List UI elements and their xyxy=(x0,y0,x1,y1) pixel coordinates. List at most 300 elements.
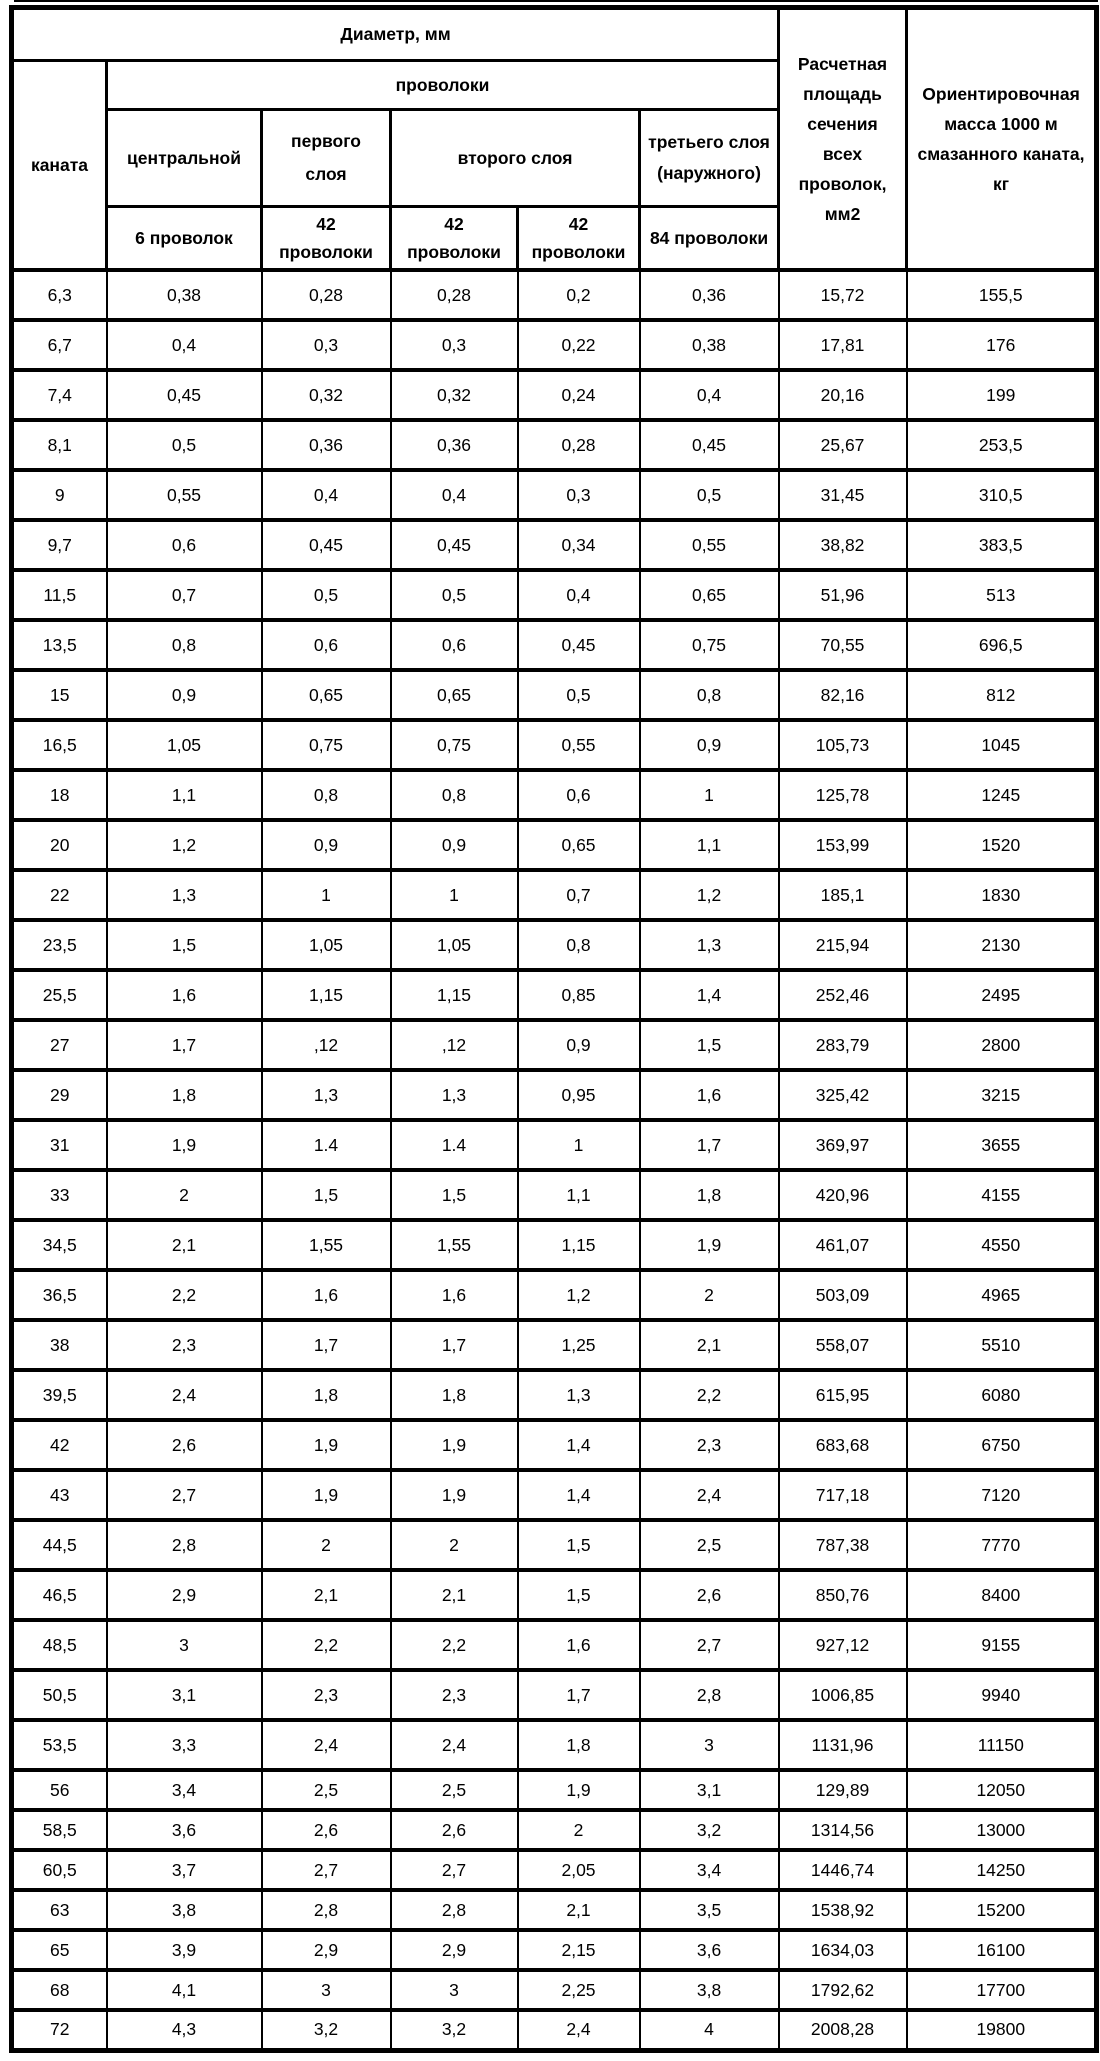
table-cell: 513 xyxy=(907,570,1097,620)
table-row xyxy=(12,1670,1097,1720)
table-cell: 1,5 xyxy=(262,1170,391,1220)
table-cell: 2 xyxy=(640,1270,779,1320)
header-col-mass: Ориентировочная масса 1000 м смазанного каната, кг xyxy=(907,8,1097,271)
table-cell: 0,6 xyxy=(107,520,262,570)
table-cell: 3,5 xyxy=(640,1890,779,1930)
table-cell: 4,1 xyxy=(107,1970,262,2010)
table-cell: 4550 xyxy=(907,1220,1097,1270)
header-col-area: Расчетная площадь сечения всех проволок, мм2 xyxy=(779,8,907,271)
table-cell: 2,5 xyxy=(262,1770,391,1810)
table-cell: 1446,74 xyxy=(779,1850,907,1890)
table-cell: 3,8 xyxy=(107,1890,262,1930)
table-cell: 6,7 xyxy=(12,320,107,370)
table-cell: 0,9 xyxy=(107,670,262,720)
table-row xyxy=(12,1890,1097,1930)
table-cell: 2,7 xyxy=(262,1850,391,1890)
table-row xyxy=(12,1770,1097,1810)
table-cell: 2,4 xyxy=(107,1370,262,1420)
table-cell: 0,65 xyxy=(640,570,779,620)
header-sub-second-b xyxy=(518,207,640,271)
table-cell: 125,78 xyxy=(779,770,907,820)
table-cell: 0,45 xyxy=(640,420,779,470)
table-cell: 0,7 xyxy=(518,870,640,920)
table-cell: 2,9 xyxy=(391,1930,518,1970)
table-cell: 1,3 xyxy=(107,870,262,920)
table-cell: 1245 xyxy=(907,770,1097,820)
table-cell: 3,4 xyxy=(640,1850,779,1890)
header-col-third-layer-label: третьего слоя (наружного) xyxy=(648,132,770,183)
table-cell: 38,82 xyxy=(779,520,907,570)
header-sub-first-label: 42 проволоки xyxy=(279,214,373,262)
table-cell: 1 xyxy=(518,1120,640,1170)
table-cell: 46,5 xyxy=(12,1570,107,1620)
table-cell: 696,5 xyxy=(907,620,1097,670)
table-cell: 1,5 xyxy=(518,1570,640,1620)
table-cell: 2,05 xyxy=(518,1850,640,1890)
table-cell: 14250 xyxy=(907,1850,1097,1890)
table-cell: 56 xyxy=(12,1770,107,1810)
table-cell: 461,07 xyxy=(779,1220,907,1270)
table-cell: 17,81 xyxy=(779,320,907,370)
table-cell: 1,6 xyxy=(262,1270,391,1320)
table-cell: 1,9 xyxy=(640,1220,779,1270)
table-row xyxy=(12,1320,1097,1370)
table-cell: 15,72 xyxy=(779,270,907,320)
table-row xyxy=(12,870,1097,920)
table-cell: 3 xyxy=(262,1970,391,2010)
table-cell: 0,55 xyxy=(518,720,640,770)
table-cell: 1,8 xyxy=(262,1370,391,1420)
table-cell: 1131,96 xyxy=(779,1720,907,1770)
header-sub-central: 6 проволок xyxy=(107,207,262,271)
table-cell: 15 xyxy=(12,670,107,720)
table-cell: 1,5 xyxy=(640,1020,779,1070)
table-cell: 63 xyxy=(12,1890,107,1930)
table-cell: 420,96 xyxy=(779,1170,907,1220)
table-cell: 2,6 xyxy=(107,1420,262,1470)
table-cell: 1.4 xyxy=(391,1120,518,1170)
table-cell: 0,38 xyxy=(107,270,262,320)
table-cell: 615,95 xyxy=(779,1370,907,1420)
table-row xyxy=(12,1520,1097,1570)
table-cell: 503,09 xyxy=(779,1270,907,1320)
table-cell: 310,5 xyxy=(907,470,1097,520)
table-row xyxy=(12,920,1097,970)
table-cell: 1,7 xyxy=(640,1120,779,1170)
table-cell: 20,16 xyxy=(779,370,907,420)
table-cell: 0,75 xyxy=(391,720,518,770)
table-cell: 0,8 xyxy=(391,770,518,820)
table-cell: 3 xyxy=(107,1620,262,1670)
table-row xyxy=(12,370,1097,420)
table-cell: 0,5 xyxy=(262,570,391,620)
table-cell: 0,9 xyxy=(640,720,779,770)
table-cell: 0,34 xyxy=(518,520,640,570)
table-cell: 2 xyxy=(262,1520,391,1570)
header-sub-second-a-label: 42 проволоки xyxy=(407,214,501,262)
table-cell: 1,05 xyxy=(262,920,391,970)
table-cell: 2,4 xyxy=(391,1720,518,1770)
table-cell: 3,7 xyxy=(107,1850,262,1890)
table-cell: 1,7 xyxy=(262,1320,391,1370)
table-cell: 4965 xyxy=(907,1270,1097,1320)
table-cell: 185,1 xyxy=(779,870,907,920)
table-cell: 1.4 xyxy=(262,1120,391,1170)
table-cell: 2,5 xyxy=(640,1520,779,1570)
header-sub-third: 84 проволоки xyxy=(640,207,779,271)
table-cell: 1 xyxy=(640,770,779,820)
table-cell: 0,85 xyxy=(518,970,640,1020)
table-cell: 2,2 xyxy=(391,1620,518,1670)
table-row xyxy=(12,270,1097,320)
table-cell: 9155 xyxy=(907,1620,1097,1670)
table-cell: 8400 xyxy=(907,1570,1097,1620)
table-cell: 16100 xyxy=(907,1930,1097,1970)
table-cell: 105,73 xyxy=(779,720,907,770)
header-wires-group: проволоки xyxy=(107,61,779,110)
table-cell: 176 xyxy=(907,320,1097,370)
table-cell: 48,5 xyxy=(12,1620,107,1670)
header-diameter-group: Диаметр, мм xyxy=(12,8,779,61)
table-cell: 0,8 xyxy=(640,670,779,720)
table-cell: 2,6 xyxy=(391,1810,518,1850)
table-cell: 15200 xyxy=(907,1890,1097,1930)
table-cell: 0,32 xyxy=(391,370,518,420)
table-cell: 1,15 xyxy=(262,970,391,1020)
table-cell: 2,6 xyxy=(262,1810,391,1850)
table-cell: 2800 xyxy=(907,1020,1097,1070)
table-cell: 558,07 xyxy=(779,1320,907,1370)
table-cell: 6080 xyxy=(907,1370,1097,1420)
table-cell: 3,9 xyxy=(107,1930,262,1970)
table-cell: 1,4 xyxy=(640,970,779,1020)
table-cell: 31,45 xyxy=(779,470,907,520)
table-cell: 1,3 xyxy=(518,1370,640,1420)
table-row xyxy=(12,820,1097,870)
table-cell: 1,1 xyxy=(640,820,779,870)
table-cell: 1,55 xyxy=(262,1220,391,1270)
table-cell: 0,7 xyxy=(107,570,262,620)
table-cell: 683,68 xyxy=(779,1420,907,1470)
table-cell: 18 xyxy=(12,770,107,820)
table-row xyxy=(12,1170,1097,1220)
table-cell: 1,4 xyxy=(518,1470,640,1520)
table-cell: 0,22 xyxy=(518,320,640,370)
table-cell: 2,8 xyxy=(262,1890,391,1930)
table-cell: 1045 xyxy=(907,720,1097,770)
table-cell: 1,2 xyxy=(640,870,779,920)
table-row xyxy=(12,970,1097,1020)
table-cell: 717,18 xyxy=(779,1470,907,1520)
table-cell: 1,9 xyxy=(391,1470,518,1520)
table-cell: 42 xyxy=(12,1420,107,1470)
table-cell: 2 xyxy=(518,1810,640,1850)
table-cell: 1,7 xyxy=(518,1670,640,1720)
table-row xyxy=(12,720,1097,770)
table-cell: 2,1 xyxy=(391,1570,518,1620)
table-cell: 0,9 xyxy=(518,1020,640,1070)
table-cell: 1,6 xyxy=(107,970,262,1020)
table-cell: 8,1 xyxy=(12,420,107,470)
table-cell: 13000 xyxy=(907,1810,1097,1850)
table-cell: 1,3 xyxy=(262,1070,391,1120)
table-row xyxy=(12,520,1097,570)
table-cell: 787,38 xyxy=(779,1520,907,1570)
table-cell: 0,36 xyxy=(391,420,518,470)
table-cell: 65 xyxy=(12,1930,107,1970)
table-cell: 812 xyxy=(907,670,1097,720)
table-cell: 70,55 xyxy=(779,620,907,670)
table-cell: 1,8 xyxy=(518,1720,640,1770)
table-cell: 60,5 xyxy=(12,1850,107,1890)
table-cell: 1,6 xyxy=(391,1270,518,1320)
table-cell: 0,3 xyxy=(262,320,391,370)
table-cell: 0,65 xyxy=(391,670,518,720)
table-cell: 82,16 xyxy=(779,670,907,720)
table-cell: 3,8 xyxy=(640,1970,779,2010)
table-cell: 2,1 xyxy=(640,1320,779,1370)
table-cell: 1,9 xyxy=(262,1470,391,1520)
header-col-first-layer xyxy=(262,110,391,207)
table-cell: 1,15 xyxy=(391,970,518,1020)
table-cell: 58,5 xyxy=(12,1810,107,1850)
table-cell: 0,36 xyxy=(640,270,779,320)
table-cell: 2,3 xyxy=(107,1320,262,1370)
table-cell: 0,75 xyxy=(262,720,391,770)
table-cell: 215,94 xyxy=(779,920,907,970)
table-cell: 1,55 xyxy=(391,1220,518,1270)
table-cell: 253,5 xyxy=(907,420,1097,470)
table-cell: 325,42 xyxy=(779,1070,907,1120)
table-cell: 29 xyxy=(12,1070,107,1120)
table-cell: 1,15 xyxy=(518,1220,640,1270)
table-cell: 369,97 xyxy=(779,1120,907,1170)
table-row xyxy=(12,470,1097,520)
table-cell: 0,5 xyxy=(518,670,640,720)
table-row xyxy=(12,770,1097,820)
table-cell: 2 xyxy=(391,1520,518,1570)
table-cell: 22 xyxy=(12,870,107,920)
table-cell: 2,2 xyxy=(107,1270,262,1320)
table-cell: 3 xyxy=(391,1970,518,2010)
table-cell: 0,9 xyxy=(391,820,518,870)
table-cell: 3 xyxy=(640,1720,779,1770)
table-cell: 2,5 xyxy=(391,1770,518,1810)
table-cell: 3,2 xyxy=(262,2010,391,2050)
table-cell: 0,8 xyxy=(262,770,391,820)
table-cell: 33 xyxy=(12,1170,107,1220)
table-cell: 1,5 xyxy=(107,920,262,970)
table-cell: 27 xyxy=(12,1020,107,1070)
table-cell: 2,9 xyxy=(262,1930,391,1970)
table-cell: 3,2 xyxy=(640,1810,779,1850)
table-cell: 9 xyxy=(12,470,107,520)
table-cell: 0,5 xyxy=(107,420,262,470)
table-cell: 5510 xyxy=(907,1320,1097,1370)
table-row xyxy=(12,1850,1097,1890)
table-row xyxy=(12,1570,1097,1620)
table-cell: 1 xyxy=(262,870,391,920)
header-sub-second-a xyxy=(391,207,518,271)
table-cell: 1,5 xyxy=(518,1520,640,1570)
table-cell: 0,8 xyxy=(518,920,640,970)
table-cell: 1,7 xyxy=(391,1320,518,1370)
table-cell: 13,5 xyxy=(12,620,107,670)
table-cell: 2,6 xyxy=(640,1570,779,1620)
table-cell: 1,05 xyxy=(391,920,518,970)
table-cell: 23,5 xyxy=(12,920,107,970)
table-row xyxy=(12,420,1097,470)
table-cell: 4 xyxy=(640,2010,779,2050)
table-cell: 0,32 xyxy=(262,370,391,420)
table-cell: 0,45 xyxy=(262,520,391,570)
table-cell: 0,36 xyxy=(262,420,391,470)
table-cell: 283,79 xyxy=(779,1020,907,1070)
table-cell: 31 xyxy=(12,1120,107,1170)
table-cell: 1,9 xyxy=(107,1120,262,1170)
table-cell: 4,3 xyxy=(107,2010,262,2050)
table-cell: 20 xyxy=(12,820,107,870)
table-cell: 3,2 xyxy=(391,2010,518,2050)
table-cell: 16,5 xyxy=(12,720,107,770)
table-cell: 1,9 xyxy=(391,1420,518,1470)
header-col-central: центральной xyxy=(107,110,262,207)
header-col-first-layer-label: первого слоя xyxy=(291,130,361,184)
table-cell: 2,7 xyxy=(640,1620,779,1670)
table-cell: 0,2 xyxy=(518,270,640,320)
table-cell: 2,2 xyxy=(262,1620,391,1670)
table-cell: 2,4 xyxy=(640,1470,779,1520)
table-body xyxy=(12,270,1097,2050)
table-cell: 2130 xyxy=(907,920,1097,970)
table-cell: 129,89 xyxy=(779,1770,907,1810)
table-cell: 51,96 xyxy=(779,570,907,620)
table-cell: 3,1 xyxy=(640,1770,779,1810)
table-cell: 2495 xyxy=(907,970,1097,1020)
header-col-third-layer xyxy=(640,110,779,207)
table-cell: 68 xyxy=(12,1970,107,2010)
cropped-top-border-artifact xyxy=(14,0,1098,2)
table-row xyxy=(12,620,1097,670)
table-cell: 1,05 xyxy=(107,720,262,770)
table-row xyxy=(12,1470,1097,1520)
table-row xyxy=(12,1970,1097,2010)
table-cell: 50,5 xyxy=(12,1670,107,1720)
table-cell: 2,1 xyxy=(518,1890,640,1930)
table-cell: 0,6 xyxy=(518,770,640,820)
table-cell: 7770 xyxy=(907,1520,1097,1570)
table-cell: 1,8 xyxy=(391,1370,518,1420)
table-cell: 0,55 xyxy=(107,470,262,520)
table-cell: 252,46 xyxy=(779,970,907,1020)
table-cell: 3,6 xyxy=(107,1810,262,1850)
table-cell: 2,2 xyxy=(640,1370,779,1420)
table-cell: 3215 xyxy=(907,1070,1097,1120)
table-cell: 1,8 xyxy=(107,1070,262,1120)
table-cell: 3,3 xyxy=(107,1720,262,1770)
table-cell: 1,1 xyxy=(107,770,262,820)
table-cell: 0,65 xyxy=(262,670,391,720)
table-cell: 2,7 xyxy=(107,1470,262,1520)
table-cell: 0,45 xyxy=(391,520,518,570)
header-sub-second-b-label: 42 проволоки xyxy=(531,214,626,262)
table-cell: 1,25 xyxy=(518,1320,640,1370)
table-row xyxy=(12,1120,1097,1170)
table-cell: 9940 xyxy=(907,1670,1097,1720)
header-col-second-layer: второго слоя xyxy=(391,110,640,207)
table-cell: 3655 xyxy=(907,1120,1097,1170)
table-row xyxy=(12,320,1097,370)
table-cell: 0,28 xyxy=(518,420,640,470)
table-cell: 1,3 xyxy=(391,1070,518,1120)
table-cell: 0,38 xyxy=(640,320,779,370)
table-cell: 0,65 xyxy=(518,820,640,870)
table-row xyxy=(12,1020,1097,1070)
table-cell: 0,3 xyxy=(391,320,518,370)
table-cell: 1538,92 xyxy=(779,1890,907,1930)
table-cell: 2,1 xyxy=(262,1570,391,1620)
table-cell: 6,3 xyxy=(12,270,107,320)
table-cell: 19800 xyxy=(907,2010,1097,2050)
table-cell: 53,5 xyxy=(12,1720,107,1770)
table-cell: 383,5 xyxy=(907,520,1097,570)
table-row xyxy=(12,1270,1097,1320)
table-cell: 2,9 xyxy=(107,1570,262,1620)
table-cell: 0,4 xyxy=(640,370,779,420)
table-cell: 12050 xyxy=(907,1770,1097,1810)
table-cell: 1,3 xyxy=(640,920,779,970)
table-cell: 0,24 xyxy=(518,370,640,420)
table-cell: 11150 xyxy=(907,1720,1097,1770)
table-cell: 2,25 xyxy=(518,1970,640,2010)
table-row xyxy=(12,670,1097,720)
table-row xyxy=(12,1720,1097,1770)
table-cell: 850,76 xyxy=(779,1570,907,1620)
table-cell: 0,6 xyxy=(391,620,518,670)
table-cell: 0,75 xyxy=(640,620,779,670)
table-cell: 3,6 xyxy=(640,1930,779,1970)
table-cell: 0,28 xyxy=(391,270,518,320)
table-cell: 1006,85 xyxy=(779,1670,907,1720)
table-cell: 2,15 xyxy=(518,1930,640,1970)
table-cell: 1,2 xyxy=(518,1270,640,1320)
table-cell: 2008,28 xyxy=(779,2010,907,2050)
table-cell: 1,9 xyxy=(262,1420,391,1470)
table-cell: 1520 xyxy=(907,820,1097,870)
header-sub-first xyxy=(262,207,391,271)
table-cell: 0,4 xyxy=(391,470,518,520)
table-cell: 1830 xyxy=(907,870,1097,920)
table-cell: 927,12 xyxy=(779,1620,907,1670)
table-cell: 6750 xyxy=(907,1420,1097,1470)
table-cell: 17700 xyxy=(907,1970,1097,2010)
table-cell: 1,6 xyxy=(640,1070,779,1120)
table-cell: 2,8 xyxy=(640,1670,779,1720)
table-cell: 2,4 xyxy=(262,1720,391,1770)
table-row xyxy=(12,1070,1097,1120)
table-cell: 0,9 xyxy=(262,820,391,870)
table-cell: 2,1 xyxy=(107,1220,262,1270)
table-cell: 0,45 xyxy=(107,370,262,420)
table-cell: 0,4 xyxy=(518,570,640,620)
header-row-diameter xyxy=(12,8,1097,61)
table-cell: 3,1 xyxy=(107,1670,262,1720)
table-row xyxy=(12,2010,1097,2050)
table-cell: 0,3 xyxy=(518,470,640,520)
table-cell: 2,8 xyxy=(391,1890,518,1930)
table-cell: 2,7 xyxy=(391,1850,518,1890)
table-cell: 9,7 xyxy=(12,520,107,570)
